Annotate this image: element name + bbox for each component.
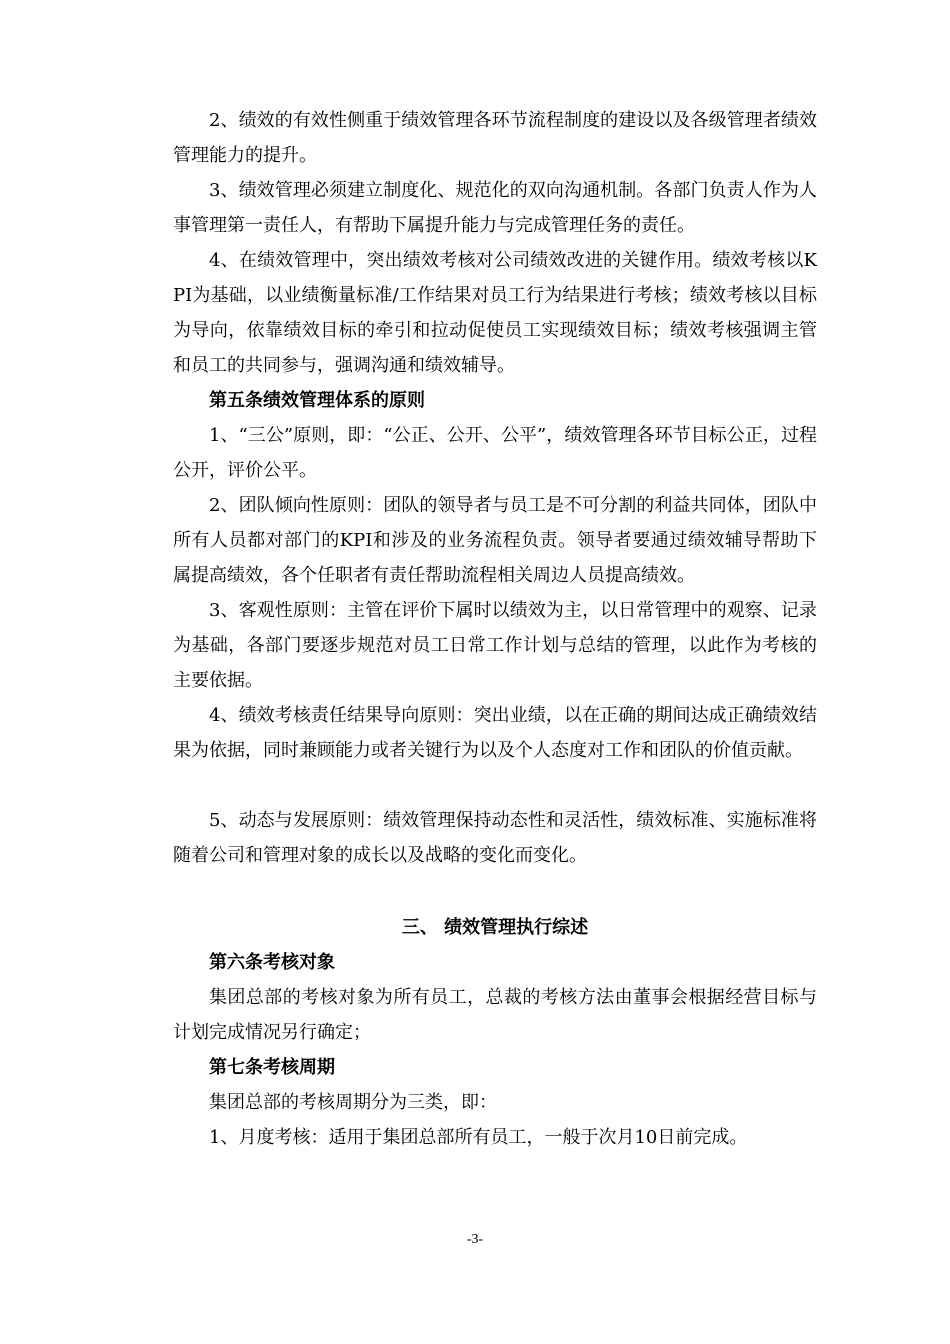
article-7-text: 集团总部的考核周期分为三类，即： <box>209 1092 497 1113</box>
principle-3: 3、客观性原则：主管在评价下属时以绩效为主，以日常管理中的观察、记录为基础，各部门要逐步规范对员工日常工作计划与总结的管理，以此作为考核的主要依据。 <box>173 600 817 691</box>
principle-4: 4、绩效考核责任结果导向原则：突出业绩，以在正确的期间达成正确绩效结果为依据，同时兼顾能力或者关键行为以及个人态度对工作和团队的价值贡献。 <box>173 705 817 761</box>
article-5-heading: 第五条绩效管理体系的原则 <box>209 390 425 411</box>
article-7-heading: 第七条考核周期 <box>209 1057 335 1078</box>
article-6-heading: 第六条考核对象 <box>209 952 335 973</box>
principle-5: 5、动态与发展原则：绩效管理保持动态性和灵活性，绩效标准、实施标准将随着公司和管理对象的成长以及战略的变化而变化。 <box>173 810 817 866</box>
article-6-text: 集团总部的考核对象为所有员工，总裁的考核方法由董事会根据经营目标与计划完成情况另行确定； <box>173 987 817 1043</box>
section-3-title: 三、 绩效管理执行综述 <box>401 917 589 938</box>
principle-2: 2、团队倾向性原则：团队的领导者与员工是不可分割的利益共同体，团队中所有人员都对部门的KPI和涉及的业务流程负责。领导者要通过绩效辅导帮助下属提高绩效，各个任职者有责任帮助流程相关周边人员提高绩效。 <box>173 495 817 586</box>
page-number: -3- <box>466 1232 484 1247</box>
monthly-review-item: 1、月度考核：适用于集团总部所有员工，一般于次月10日前完成。 <box>209 1127 748 1148</box>
principle-1: 1、“三公”原则，即：“公正、公开、公平”，绩效管理各环节目标公正，过程公开，评价公平。 <box>173 425 817 481</box>
paragraph-3: 3、绩效管理必须建立制度化、规范化的双向沟通机制。各部门负责人作为人事管理第一责任人，有帮助下属提升能力与完成管理任务的责任。 <box>173 180 817 236</box>
paragraph-2: 2、绩效的有效性侧重于绩效管理各环节流程制度的建设以及各级管理者绩效管理能力的提升。 <box>173 110 817 166</box>
paragraph-4: 4、在绩效管理中，突出绩效考核对公司绩效改进的关键作用。绩效考核以KPI为基础，以业绩衡量标准/工作结果对员工行为结果进行考核；绩效考核以目标为导向，依靠绩效目标的牵引和拉动促使员工实现绩效目标；绩效考核强调主管和员工的共同参与，强调沟通和绩效辅导。 <box>173 250 817 376</box>
